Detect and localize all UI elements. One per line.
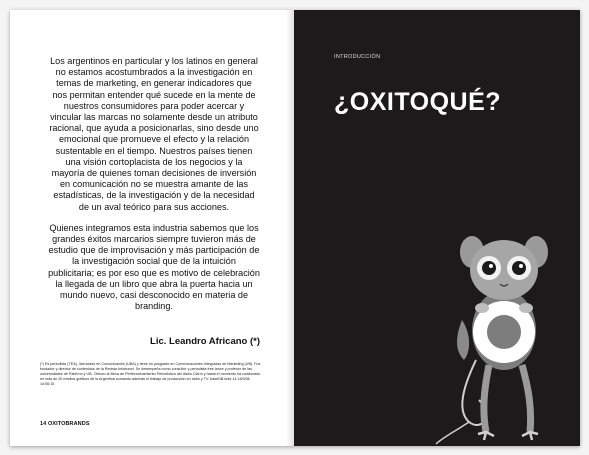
right-page — [294, 10, 580, 446]
author-signature: Lic. Leandro Africano (*) — [150, 336, 260, 347]
left-page — [10, 10, 294, 446]
tarsier-illustration — [434, 210, 574, 446]
prologue-text — [48, 56, 260, 322]
paragraph: Los argentinos en particular y los latinos en general no estamos acostumbrados a la investigación en temas de marketing, en generar indicadores que nos permitan entender qué sucede en la mente de nuestros consumidores para poder acercar y vincular las marcas no solamente desde un atributo racional, que ayuda a posicionarlas, sino desde uno emocional que promueve el efecto y la relación sustentable en el tiempo. Nuestros países tienen una visión cortoplacista de los negocios y la mayoría de quienes toman decisiones de inversión en comunicación no se muestra amante de las estadísticas, de la investigación y de la necesidad de un aval teórico para sus acciones. — [49, 56, 259, 212]
page-folio: 14 OXITOBRANDS — [40, 421, 90, 427]
footnote: (*) Es periodista (TEA), licenciado en Comunicación (UBA) y tiene un posgrado en Comunicaciones Integradas de Marketing (UB). Fue fundador y director de contenidos de la Revista Infobrand. Se desempeña como consultor y periodista free lance y profesor de las universidades de Palermo y UB. Obtuvo la Beca de Perfeccionamiento Periodístico del diario Clarín y hasta el momento ha colaborado en más de 20 medios gráficos de la Argentina sumando además el trabajo de producción en radio y TV. baseDB.indd 14 14/9/06 14:06:15 — [40, 362, 261, 386]
gutter-shadow — [286, 10, 294, 446]
section-label: INTRODUCCIÓN — [334, 54, 381, 60]
paragraph: Quienes integramos esta industria sabemos que los grandes éxitos marcarios siempre tuvieron más de estudio que de improvisación y más participación de la investigación social que de la intuición publicitaria; es por eso que es motivo de celebración la llegada de un libro que abra la puerta hacia un mundo nuevo, casi desconocido en materia de branding. — [48, 222, 260, 312]
chapter-title: ¿OXITOQUÉ? — [334, 88, 502, 116]
book-spread — [10, 10, 580, 446]
